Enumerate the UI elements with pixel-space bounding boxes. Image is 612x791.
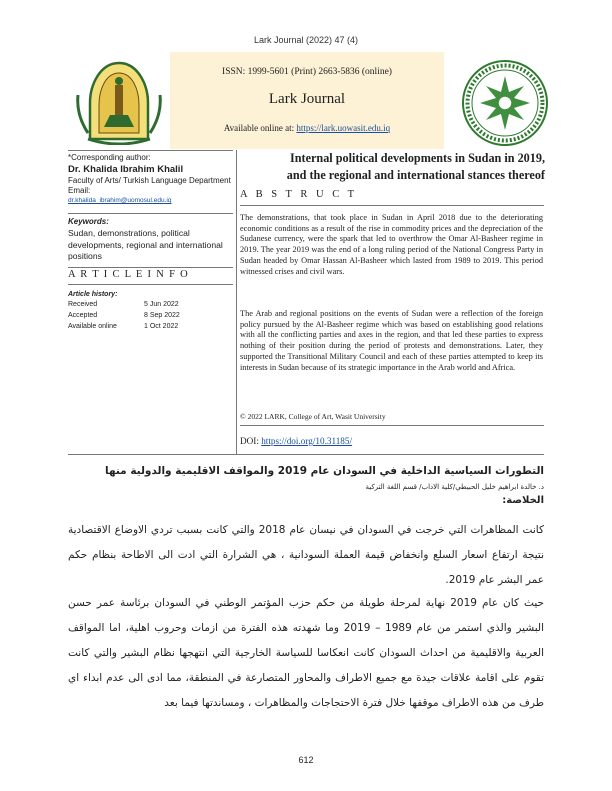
history-row: Available online 1 Oct 2022 (68, 322, 179, 330)
abstract-heading: A B S T R U C T (240, 189, 358, 200)
corresponding-label: *Corresponding author: (68, 153, 151, 162)
keywords-text: Sudan, demonstrations, political developments, regional and international positions (68, 228, 223, 261)
college-emblem-icon (460, 58, 550, 148)
arabic-summary-label: الخلاصة: (502, 495, 544, 506)
email-label: Email: (68, 186, 91, 195)
journal-running-header: Lark Journal (2022) 47 (4) (253, 35, 359, 45)
article-info-heading: A R T I C L E I N F O (68, 268, 190, 280)
divider (68, 213, 233, 214)
keywords-label: Keywords: (68, 217, 109, 226)
article-info-column (68, 153, 233, 332)
article-history-table (68, 299, 233, 332)
divider (240, 205, 544, 206)
available-label: Available online at: (223, 123, 295, 133)
divider (68, 150, 233, 151)
university-logo-icon (68, 55, 170, 145)
divider (68, 454, 544, 455)
arabic-paragraph-2: حيث كان عام 2019 نهاية لمرحلة طويلة من حكم حزب المؤتمر الوطني في السودان برئاسة عمر حسن البشير والذي استمر من عام 1989 – 2019 وما شهدته هذه الفترة من ازمات وحروب اهلية، اما المواقف العربية والاقليمية من احداث السودان كانت انعكاسا للسياسة الخارجية التي انتهجها نظام البشير والتي كانت تقوم على اقامة علاقات جيدة مع جميع الاطراف والمحاور المتصارعة في المنطقة، مما ادى الى عدم ابداء اي طرف من هذه الاطراف موقفها خلال فترة الاحتجاجات والمظاهرات ، ومساندتها فيما بعد (68, 597, 544, 709)
history-row: Accepted 8 Sep 2022 (68, 311, 180, 319)
journal-url-link[interactable]: https://lark.uowasit.edu.iq (296, 123, 391, 133)
author-name: Dr. Khalida Ibrahim Khalil (68, 164, 184, 175)
page-number: 612 (298, 755, 314, 765)
arabic-paragraph-1: كانت المظاهرات التي خرجت في السودان في نيسان عام 2018 والتي كانت بسبب تردي الاوضاع الاقتصادية نتيجة ارتفاع اسعار السلع وانخفاض قيمة العملة السودانية ، هي الشرارة التي ادت الى الاطاحة بنظام حكم عمر البشر عام 2019. (68, 524, 544, 586)
author-email-link[interactable]: dr.khalida_ibrahim@uomosul.edu.iq (68, 197, 172, 204)
article-history-label: Article history: (68, 290, 118, 298)
doi-label: DOI: (240, 436, 259, 446)
issn-line: ISSN: 1999-5601 (Print) 2663-5836 (online) (222, 67, 392, 77)
available-online-line (170, 123, 444, 133)
journal-name: Lark Journal (268, 91, 346, 107)
copyright-line: © 2022 LARK, College of Art, Wasit University (240, 412, 386, 421)
divider (240, 425, 544, 426)
article-title: Internal political developments in Sudan in 2019, and the regional and international stances thereof (286, 151, 545, 182)
column-divider (236, 150, 237, 454)
doi-line (240, 436, 352, 446)
divider (68, 284, 233, 285)
arabic-author: د. خالدة ابراهيم خليل الحبيطي/كلية الاداب/ قسم اللغة التركية (365, 483, 544, 491)
author-affiliation: Faculty of Arts/ Turkish Language Department (68, 176, 231, 185)
divider (68, 267, 233, 268)
doi-link[interactable]: https://doi.org/10.31185/ (261, 436, 353, 446)
abstract-paragraph-2: The Arab and regional positions on the events of Sudan were a reflection of the foreign policy pursued by the Al-Basheer regime which was based on establishing good relations with all the conflicting parties and axes in the region, and that led these parties to express nothing of their position during the period of protests and demonstrations. Later, they supported the Transitional Military Council and each of these parties attempted to keep its interests in Sudan because of its strategic importance in the Arab world and Africa. (240, 309, 543, 372)
history-row: Received 5 Jun 2022 (68, 300, 179, 308)
abstract-paragraph-1: The demonstrations, that took place in Sudan in April 2018 due to the deteriorating economic conditions as a result of the rise in commodity prices and the depreciation of the Sudanese currency, were the spark that led to overthrow the Omar Al-Basheer regime in 2019. The year 2019 was the end of a long ruling period of the National Congress Party in Sudan headed by Omar Hassan Al-Basheer which lasted from 1989 to 2019. This period witnessed crises and civil wars. (240, 213, 543, 276)
arabic-title: التطورات السياسية الداخلية في السودان عام 2019 والمواقف الاقليمية والدولية منها (105, 465, 544, 477)
